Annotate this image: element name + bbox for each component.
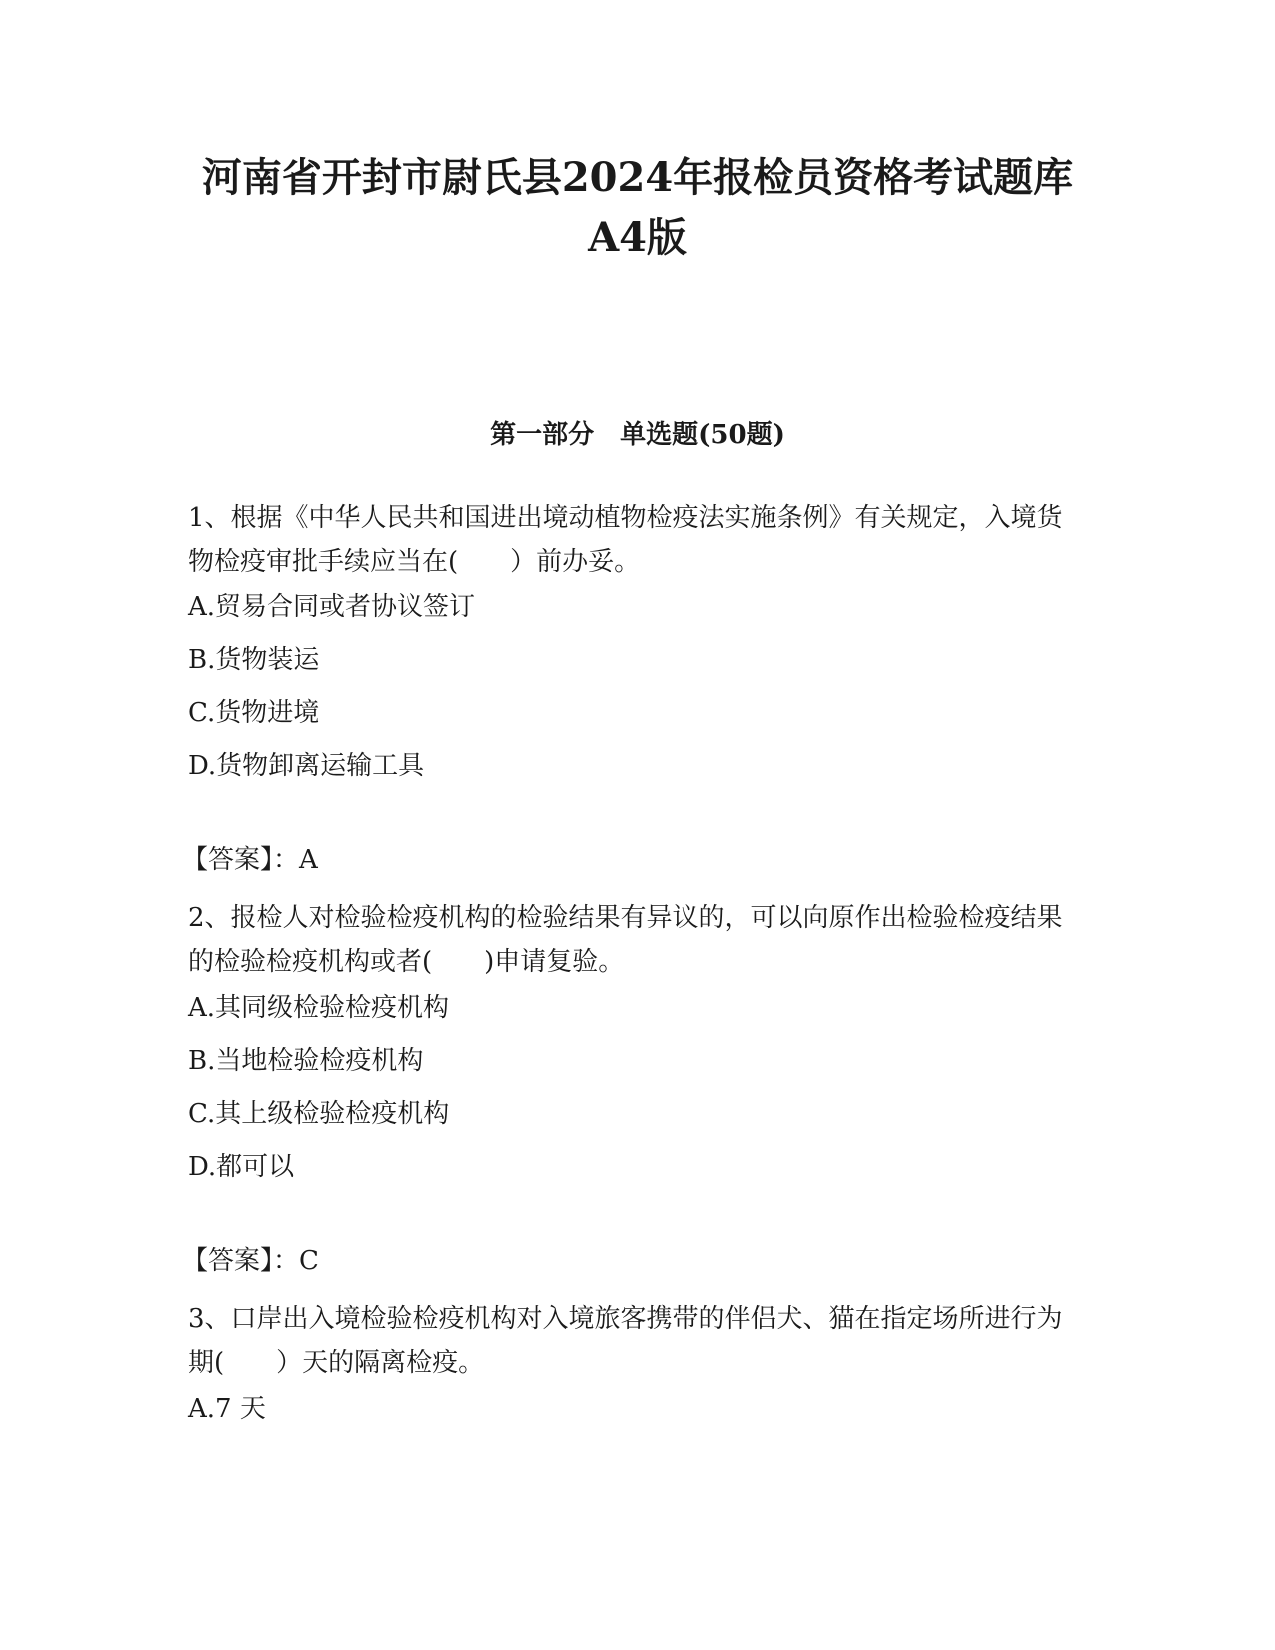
question-1-answer: 【答案】：A xyxy=(182,845,318,875)
question-2-option-a: A.其同级检验检疫机构 xyxy=(188,993,450,1023)
question-1-option-c: C.货物进境 xyxy=(188,698,320,728)
question-2-stem: 2、报检人对检验检疫机构的检验结果有异议的，可以向原作出检验检疫结果的检验检疫机构或者( )申请复验。 xyxy=(188,903,1063,977)
question-1-stem: 1、根据《中华人民共和国进出境动植物检疫法实施条例》有关规定，入境货物检疫审批手续应当在( ）前办妥。 xyxy=(188,503,1063,577)
question-2-answer: 【答案】：C xyxy=(182,1246,319,1276)
question-2-option-d: D.都可以 xyxy=(188,1152,295,1182)
question-1-option-d: D.货物卸离运输工具 xyxy=(188,751,425,781)
document-title-line-2: A4版 xyxy=(588,214,687,261)
question-3-stem: 3、口岸出入境检验检疫机构对入境旅客携带的伴侣犬、猫在指定场所进行为期( ）天的隔离检疫。 xyxy=(188,1304,1063,1378)
section-heading: 第一部分 单选题(50题) xyxy=(490,420,785,450)
document-title-line-1: 河南省开封市尉氏县2024年报检员资格考试题库 xyxy=(201,154,1074,201)
question-3-option-a: A.7 天 xyxy=(188,1394,266,1424)
question-2-option-c: C.其上级检验检疫机构 xyxy=(188,1099,450,1129)
question-2-option-b: B.当地检验检疫机构 xyxy=(188,1046,424,1076)
question-1-option-a: A.贸易合同或者协议签订 xyxy=(188,592,476,622)
question-1-option-b: B.货物装运 xyxy=(188,645,320,675)
